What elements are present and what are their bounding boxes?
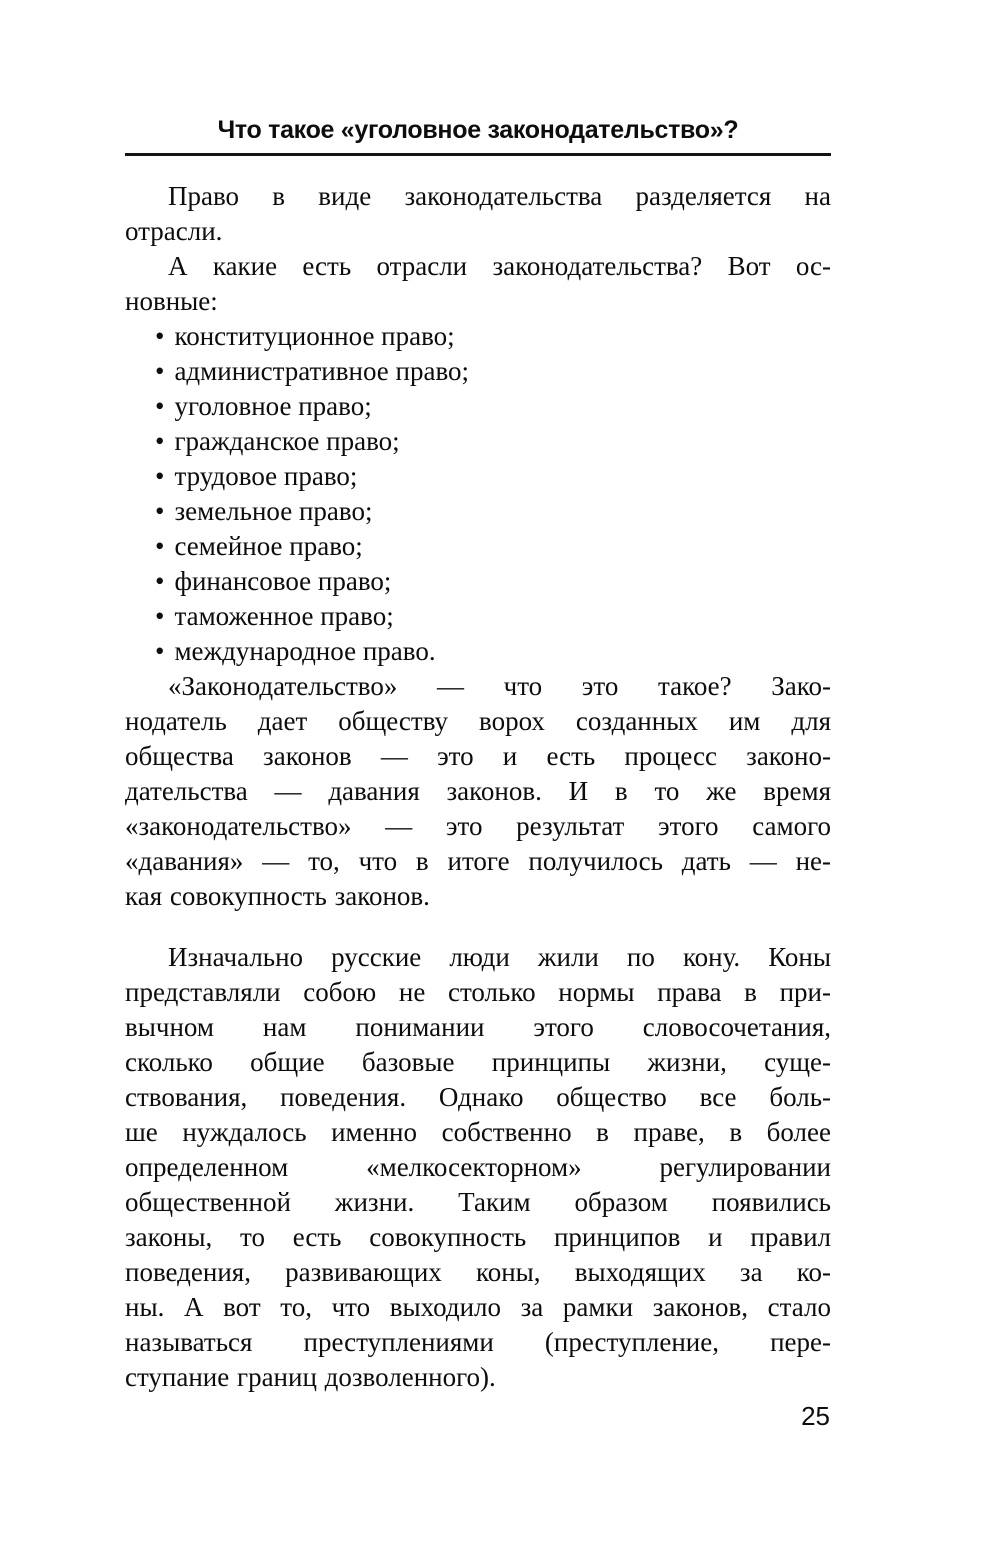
bullet-icon: • [155, 636, 165, 666]
bullet-icon: • [155, 321, 165, 351]
text-line: ше нуждалось именно собственно в праве, в более [125, 1117, 831, 1147]
running-header: Что такое «уголовное законодательство»? [217, 116, 739, 144]
list-item [125, 424, 831, 459]
list-item [125, 564, 831, 599]
list-item-text: трудовое право; [174, 461, 358, 491]
text-line: нодатель дает обществу ворох созданных им для [125, 706, 831, 736]
header-rule [125, 153, 831, 156]
list-item-text: гражданское право; [174, 426, 400, 456]
bullet-icon: • [155, 461, 165, 491]
bullet-icon: • [155, 496, 165, 526]
text-line: «давания» — то, что в итоге получилось дать — не- [125, 846, 831, 876]
bullet-icon: • [155, 356, 165, 386]
text-line: А какие есть отрасли законодательства? Вот ос- [168, 251, 831, 281]
list-item-text: уголовное право; [174, 391, 372, 421]
page-number: 25 [801, 1401, 830, 1431]
text-line: «законодательство» — это результат этого самого [125, 811, 831, 841]
text-line: Изначально русские люди жили по кону. Коны [168, 942, 831, 972]
list-item [125, 319, 831, 354]
list-item [125, 459, 831, 494]
list-item-text: административное право; [174, 356, 470, 386]
list-item-text: международное право. [174, 636, 436, 666]
text-line: ступание границ дозволенного). [125, 1362, 496, 1392]
text-line: ны. А вот то, что выходило за рамки законов, стало [125, 1292, 831, 1322]
list-item [125, 494, 831, 529]
list-item-text: земельное право; [174, 496, 373, 526]
bullet-icon: • [155, 531, 165, 561]
text-line: определенном «мелкосекторном» регулировании [125, 1152, 831, 1182]
text-line: новные: [125, 286, 218, 316]
text-line: «Законодательство» — что это такое? Зако- [168, 671, 831, 701]
text-line: Право в виде законодательства разделяется на [168, 181, 831, 211]
list-item-text: финансовое право; [174, 566, 392, 596]
list-item [125, 389, 831, 424]
text-line: ствования, поведения. Однако общество все боль- [125, 1082, 831, 1112]
bullet-icon: • [155, 426, 165, 456]
text-line: представляли собою не столько нормы права в при- [125, 977, 831, 1007]
list-item [125, 529, 831, 564]
list-item [125, 354, 831, 389]
paragraph-gap [125, 914, 831, 940]
text-line: называться преступлениями (преступление, пере- [125, 1327, 831, 1357]
text-line: вычном нам понимании этого словосочетания, [125, 1012, 831, 1042]
text-line: отрасли. [125, 216, 223, 246]
bullet-icon: • [155, 391, 165, 421]
page-content [125, 117, 831, 1395]
body-text [125, 179, 831, 1395]
list-item-text: семейное право; [174, 531, 363, 561]
text-line: общественной жизни. Таким образом появились [125, 1187, 831, 1217]
text-line: законы, то есть совокупность принципов и правил [125, 1222, 831, 1252]
list-item-text: таможенное право; [174, 601, 394, 631]
bullet-icon: • [155, 601, 165, 631]
list-item-text: конституционное право; [174, 321, 455, 351]
text-line: общества законов — это и есть процесс законо- [125, 741, 831, 771]
text-line: поведения, развивающих коны, выходящих за ко- [125, 1257, 831, 1287]
text-line: сколько общие базовые принципы жизни, суще- [125, 1047, 831, 1077]
bullet-icon: • [155, 566, 165, 596]
list-item [125, 634, 831, 669]
list-item [125, 599, 831, 634]
text-line: дательства — давания законов. И в то же время [125, 776, 831, 806]
text-line: кая совокупность законов. [125, 881, 430, 911]
